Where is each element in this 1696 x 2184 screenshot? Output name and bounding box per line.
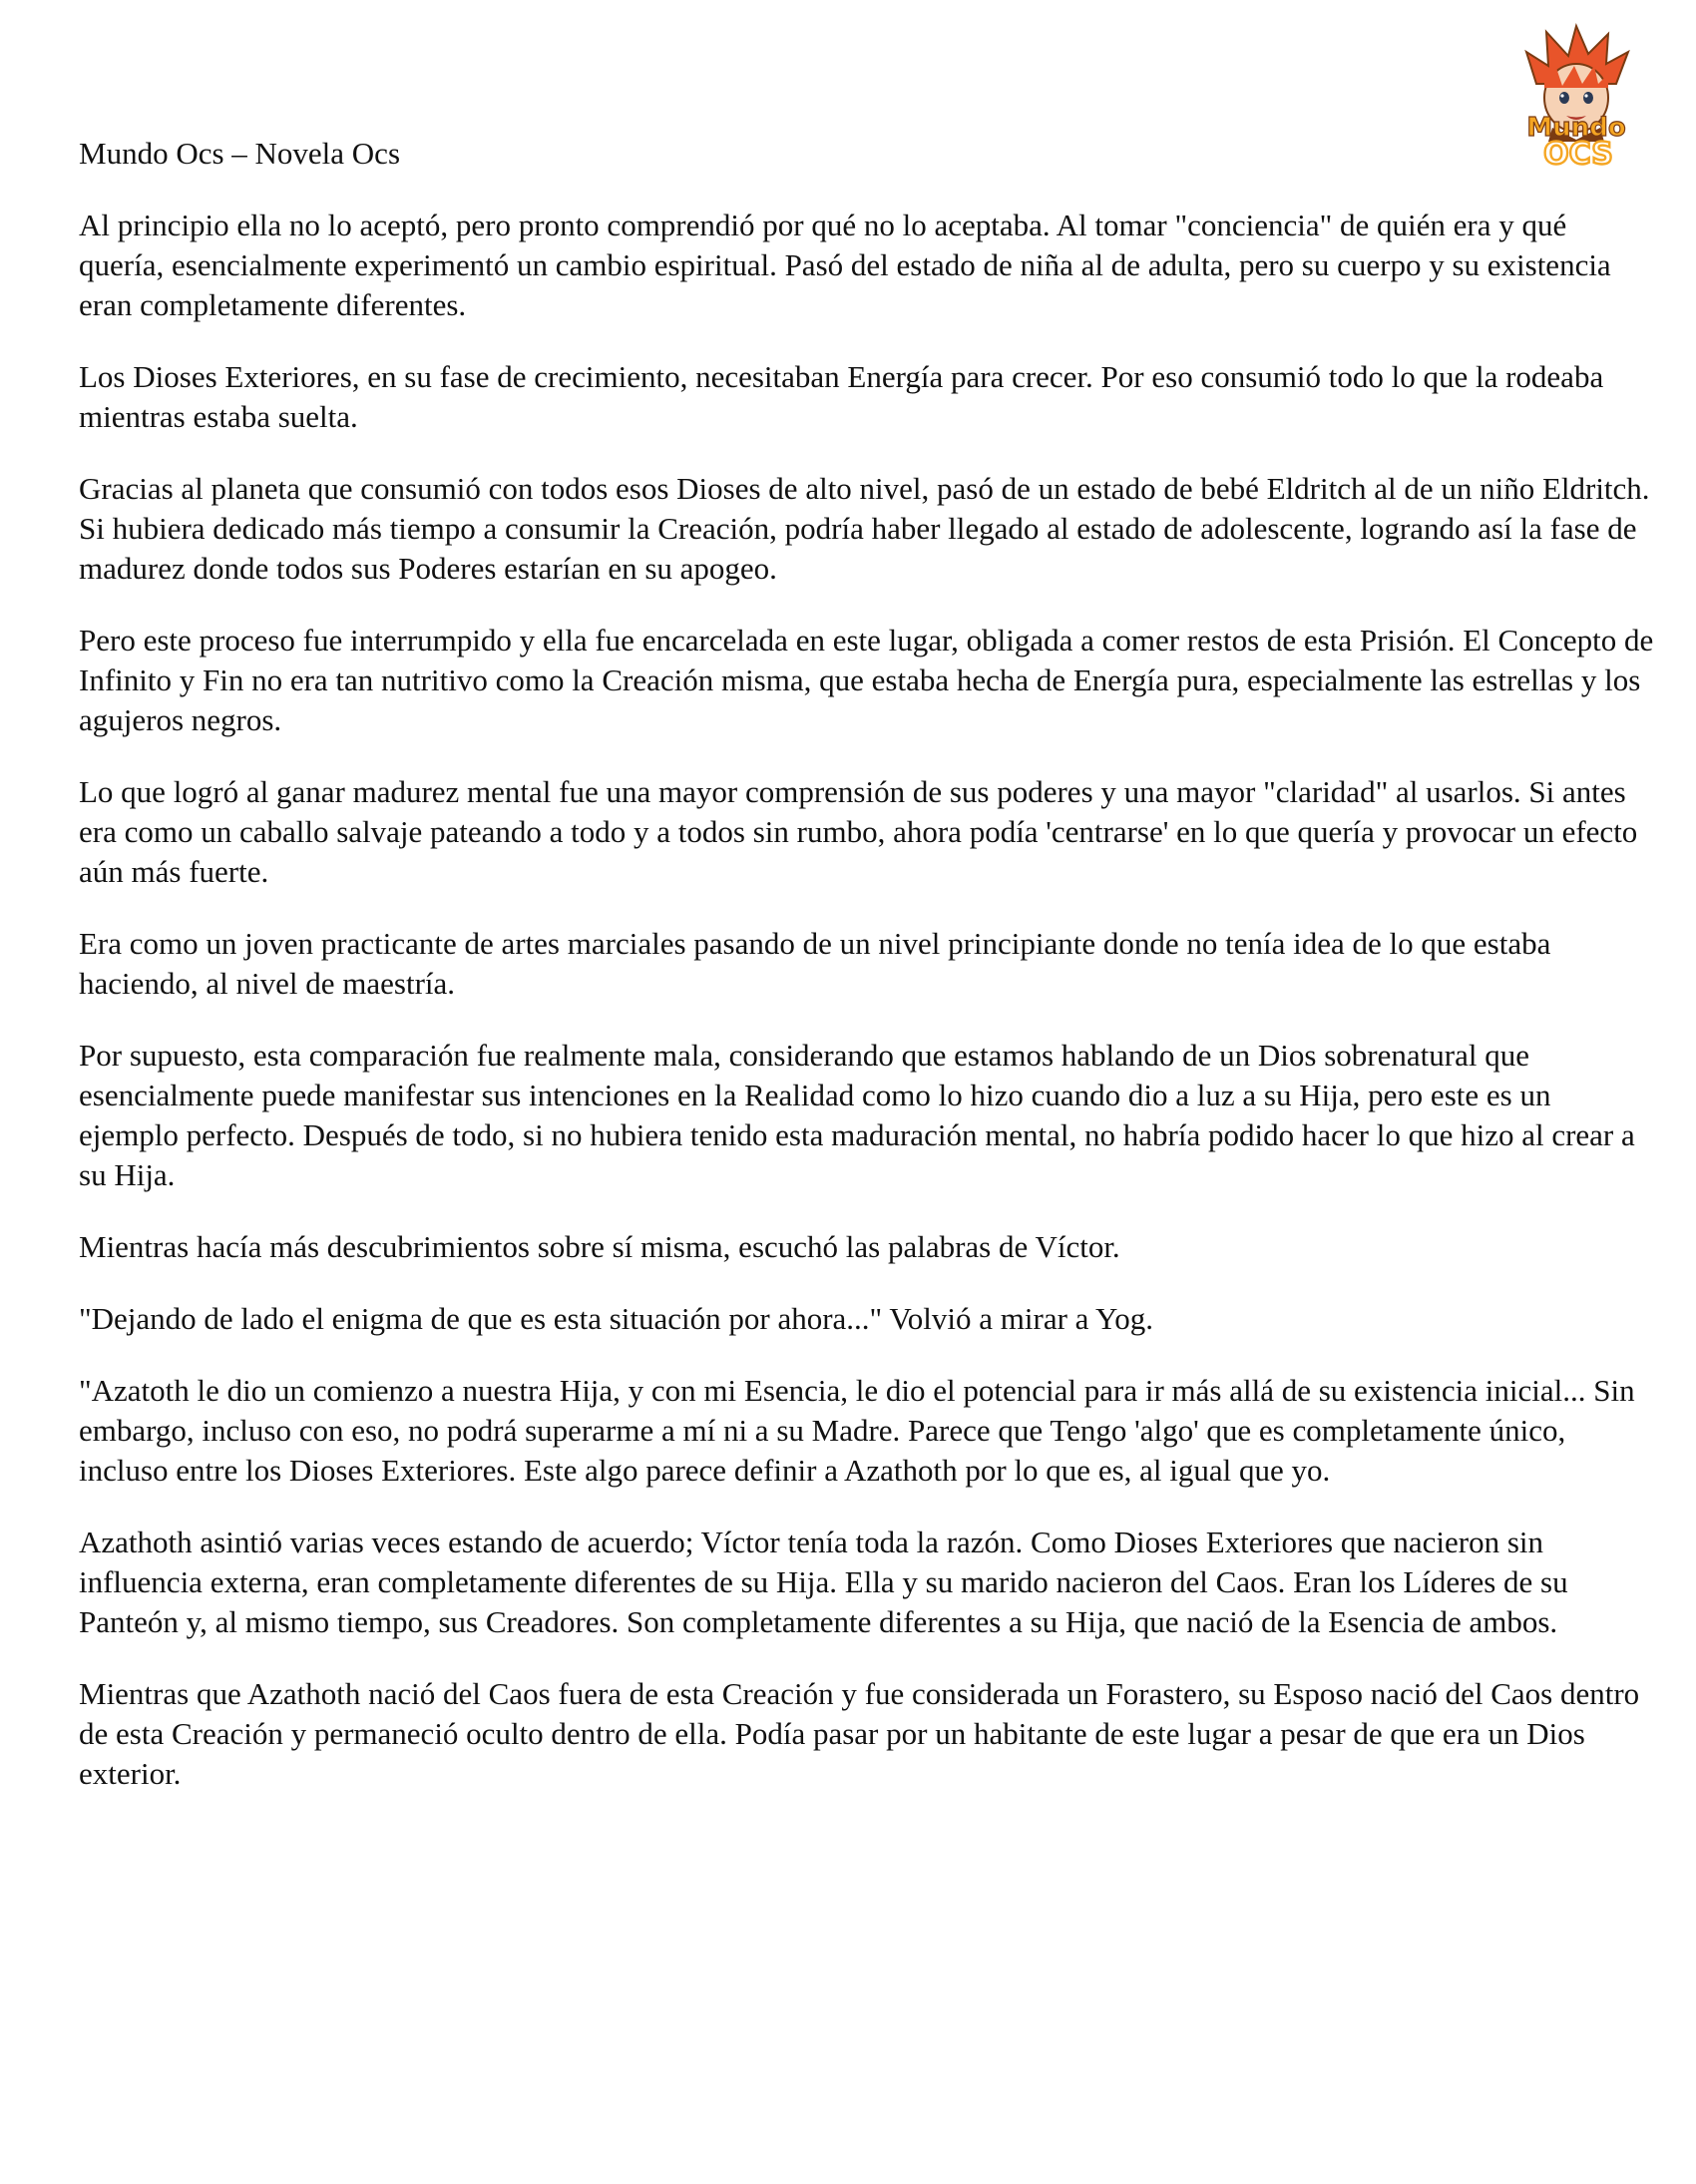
body-paragraph: Era como un joven practicante de artes marciales pasando de un nivel principiante donde no tenía idea de lo que estaba haciendo, al nivel de maestría. (79, 926, 1551, 1001)
document-header-title: Mundo Ocs – Novela Ocs (79, 136, 401, 171)
body-paragraph: "Azatoth le dio un comienzo a nuestra Hija, y con mi Esencia, le dio el potencial para ir más allá de su existencia inicial... Sin embargo, incluso con eso, no podrá superarme a mí ni a su Madre. Parece que Tengo 'algo' que es completamente único, incluso entre los Dioses Exteriores. Este algo parece definir a Azathoth por lo que es, al igual que yo. (79, 1373, 1635, 1488)
document-body (79, 206, 1655, 1826)
body-paragraph: Por supuesto, esta comparación fue realmente mala, considerando que estamos hablando de un Dios sobrenatural que esencialmente puede manifestar sus intenciones en la Realidad como lo hizo cuando dio a luz a su Hija, pero este es un ejemplo perfecto. Después de todo, si no hubiera tenido esta maduración mental, no habría podido hacer lo que hizo al crear a su Hija. (79, 1038, 1635, 1192)
body-paragraph: Mientras hacía más descubrimientos sobre sí misma, escuchó las palabras de Víctor. (79, 1229, 1120, 1264)
body-paragraph: Lo que logró al ganar madurez mental fue una mayor comprensión de sus poderes y una mayor "claridad" al usarlos. Si antes era como un caballo salvaje pateando a todo y a todos sin rumbo, ahora podía 'centrarse' en lo que quería y provocar un efecto aún más fuerte. (79, 774, 1638, 889)
body-paragraph: Al principio ella no lo aceptó, pero pronto comprendió por qué no lo aceptaba. Al tomar "conciencia" de quién era y qué quería, esencialmente experimentó un cambio espiritual. Pasó del estado de niña al de adulta, pero su cuerpo y su existencia eran completamente diferentes. (79, 208, 1611, 322)
body-paragraph: Azathoth asintió varias veces estando de acuerdo; Víctor tenía toda la razón. Como Dioses Exteriores que nacieron sin influencia externa, eran completamente diferentes de su Hija. Ella y su marido nacieron del Caos. Eran los Líderes de su Panteón y, al mismo tiempo, sus Creadores. Son completamente diferentes a su Hija, que nació de la Esencia de ambos. (79, 1525, 1568, 1639)
body-paragraph: Pero este proceso fue interrumpido y ella fue encarcelada en este lugar, obligada a comer restos de esta Prisión. El Concepto de Infinito y Fin no era tan nutritivo como la Creación misma, que estaba hecha de Energía pura, especialmente las estrellas y los agujeros negros. (79, 623, 1654, 737)
mundo-ocs-logo (1496, 22, 1656, 172)
body-paragraph: Mientras que Azathoth nació del Caos fuera de esta Creación y fue considerada un Forastero, su Esposo nació del Caos dentro de esta Creación y permaneció oculto dentro de ella. Podía pasar por un habitante de este lugar a pesar de que era un Dios exterior. (79, 1676, 1640, 1791)
body-paragraph: Los Dioses Exteriores, en su fase de crecimiento, necesitaban Energía para crecer. Por eso consumió todo lo que la rodeaba mientras estaba suelta. (79, 359, 1604, 434)
logo-text-line2: OCS (1543, 137, 1613, 172)
logo-text-line1: Mundo (1526, 113, 1626, 143)
body-paragraph: Gracias al planeta que consumió con todos esos Dioses de alto nivel, pasó de un estado de bebé Eldritch al de un niño Eldritch. Si hubiera dedicado más tiempo a consumir la Creación, podría haber llegado al estado de adolescente, logrando así la fase de madurez donde todos sus Poderes estarían en su apogeo. (79, 471, 1650, 586)
body-paragraph: "Dejando de lado el enigma de que es esta situación por ahora..." Volvió a mirar a Yog. (79, 1301, 1154, 1336)
